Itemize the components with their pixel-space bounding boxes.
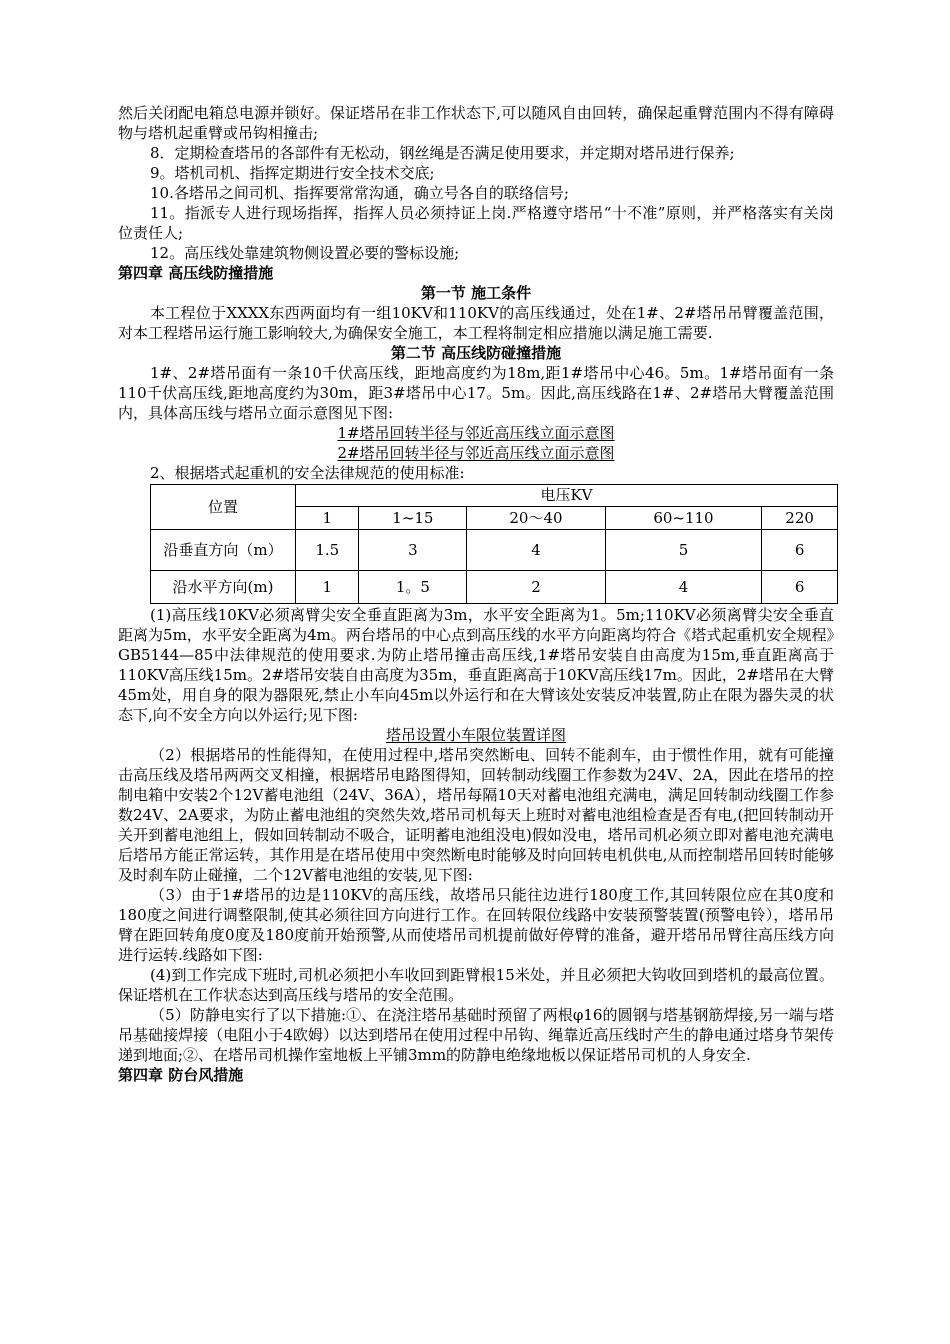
table-cell: 4	[605, 571, 762, 604]
table-voltage-cell: 60~110	[605, 507, 762, 530]
table-cell: 1。5	[359, 571, 467, 604]
paragraph: 9。塔机司机、指挥定期进行安全技术交底;	[150, 164, 435, 182]
document-page	[118, 103, 834, 1085]
paragraph: 11。指派专人进行现场指挥，指挥人员必须持证上岗.严格遵守塔吊“十不准”原则，并严格落实有关岗位责任人;	[118, 204, 834, 242]
figure-caption: 塔吊设置小车限位装置详图	[385, 726, 566, 744]
table-voltage-cell: 220	[762, 507, 838, 530]
safety-distance-table	[150, 484, 838, 604]
table-cell: 1.5	[296, 530, 359, 571]
paragraph: 10.各塔吊之间司机、指挥要常常沟通，确立号各自的联络信号;	[150, 184, 569, 202]
table-cell: 2	[467, 571, 605, 604]
table-cell: 3	[359, 530, 467, 571]
paragraph: (4)到工作完成下班时,司机必须把小车收回到距臂根15米处，并且必须把大钩收回到塔机的最高位置。保证塔机在工作状态达到高压线与塔吊的安全范围。	[118, 966, 834, 1004]
table-header-position: 位置	[151, 485, 296, 530]
table-cell: 1	[296, 571, 359, 604]
figure-caption: 2#塔吊回转半径与邻近高压线立面示意图	[337, 444, 615, 462]
paragraph: 1#、2#塔吊面有一条10千伏高压线，距地高度约为18m,距1#塔吊中心46。5m。1#塔吊面有一条110千伏高压线,距地高度约为30m，距3#塔吊中心17。5m。因此,高压线路在1#、2#塔吊大臂覆盖范围内，具体高压线与塔吊立面示意图见下图:	[118, 364, 834, 422]
paragraph: 2、根据塔式起重机的安全法律规范的使用标准:	[150, 464, 465, 482]
paragraph: （2）根据塔吊的性能得知，在使用过程中,塔吊突然断电、回转不能刹车，由于惯性作用，就有可能撞击高压线及塔吊两两交叉相撞，根据塔吊电路图得知，回转制动线圈工作参数为24V、2A，因此在塔吊的控制电箱中安装2个12V蓄电池组（24V、36A），塔吊每隔10天对蓄电池组充满电，满足回转制动线圈工作参数24V、2A要求，为防止蓄电池组的突然失效,塔吊司机每天上班时对蓄电池组检查是否有电,(把回转制动开关开到蓄电池组上，假如回转制动不吸合，证明蓄电池组没电)假如没电，塔吊司机必须立即对蓄电池充满电后塔吊方能正常运转，其作用是在塔吊使用中突然断电时能够及时向回转电机供电,从而控制塔吊回转时能够及时刹车防止碰撞，二个12V蓄电池组的安装,见下图:	[118, 746, 834, 884]
chapter-heading: 第四章 高压线防撞措施	[118, 264, 274, 282]
section-heading: 第一节 施工条件	[420, 284, 532, 302]
table-voltage-cell: 20～40	[467, 507, 605, 530]
table-cell: 6	[762, 530, 838, 571]
figure-caption: 1#塔吊回转半径与邻近高压线立面示意图	[337, 424, 615, 442]
table-row	[151, 530, 838, 571]
table-cell: 5	[605, 530, 762, 571]
paragraph: (1)高压线10KV必须离臂尖安全垂直距离为3m，水平安全距离为1。5m;110KV必须离臂尖安全垂直距离为5m，水平安全距离为4m。两台塔吊的中心点到高压线的水平方向距离均符合《塔式起重机安全规程》GB5144—85中法律规范的使用要求.为防止塔吊撞击高压线,1#塔吊安装自由高度为15m,垂直距离高于110KV高压线15m。2#塔吊安装自由高度为35m，垂直距离高于10KV高压线17m。因此，2#塔吊在大臂45m处，用自身的限为器限死,禁止小车向45m以外运行和在大臂该处安装反冲装置,防止在限为器失灵的状态下,向不安全方向以外运行;见下图:	[118, 606, 834, 724]
paragraph: 本工程位于XXXX东西两面均有一组10KV和110KV的高压线通过，处在1#、2#塔吊吊臂覆盖范围，对本工程塔吊运行施工影响较大,为确保安全施工，本工程将制定相应措施以满足施工需要.	[118, 304, 834, 342]
table-row	[151, 571, 838, 604]
paragraph: （3）由于1#塔吊的边是110KV的高压线，故塔吊只能往边进行180度工作,其回转限位应在其0度和180度之间进行调整限制,使其必须往回方向进行工作。在回转限位线路中安装预警装置(预警电铃），塔吊吊臂在距回转角度0度及180度前开始预警,从而使塔吊司机提前做好停臂的准备，避开塔吊吊臂往高压线方向进行运转.线路如下图:	[118, 886, 834, 964]
paragraph: （5）防静电实行了以下措施:①、在浇注塔吊基础时预留了两根φ16的圆钢与塔基钢筋焊接,另一端与塔吊基础接焊接（电阻小于4欧姆）以达到塔吊在使用过程中吊钩、绳靠近高压线时产生的静电通过塔身节架传递到地面;②、在塔吊司机操作室地板上平铺3mm的防静电绝缘地板以保证塔吊司机的人身安全.	[118, 1006, 834, 1064]
paragraph: 然后关闭配电箱总电源并锁好。保证塔吊在非工作状态下,可以随风自由回转，确保起重臂范围内不得有障碍物与塔机起重臂或吊钩相撞击;	[118, 104, 834, 142]
paragraph: 8．定期检查塔吊的各部件有无松动，钢丝绳是否满足使用要求，并定期对塔吊进行保养;	[150, 144, 735, 162]
table-cell: 4	[467, 530, 605, 571]
paragraph: 12。高压线处靠建筑物侧设置必要的警标设施;	[150, 244, 460, 262]
table-cell: 6	[762, 571, 838, 604]
table-row-label: 沿水平方向(m)	[151, 571, 296, 604]
table-row-label: 沿垂直方向（m）	[151, 530, 296, 571]
chapter-heading: 第四章 防台风措施	[118, 1066, 244, 1084]
table-voltage-cell: 1	[296, 507, 359, 530]
section-heading: 第二节 高压线防碰撞措施	[390, 344, 562, 362]
table-header-voltage: 电压KV	[296, 485, 838, 507]
table-voltage-cell: 1~15	[359, 507, 467, 530]
